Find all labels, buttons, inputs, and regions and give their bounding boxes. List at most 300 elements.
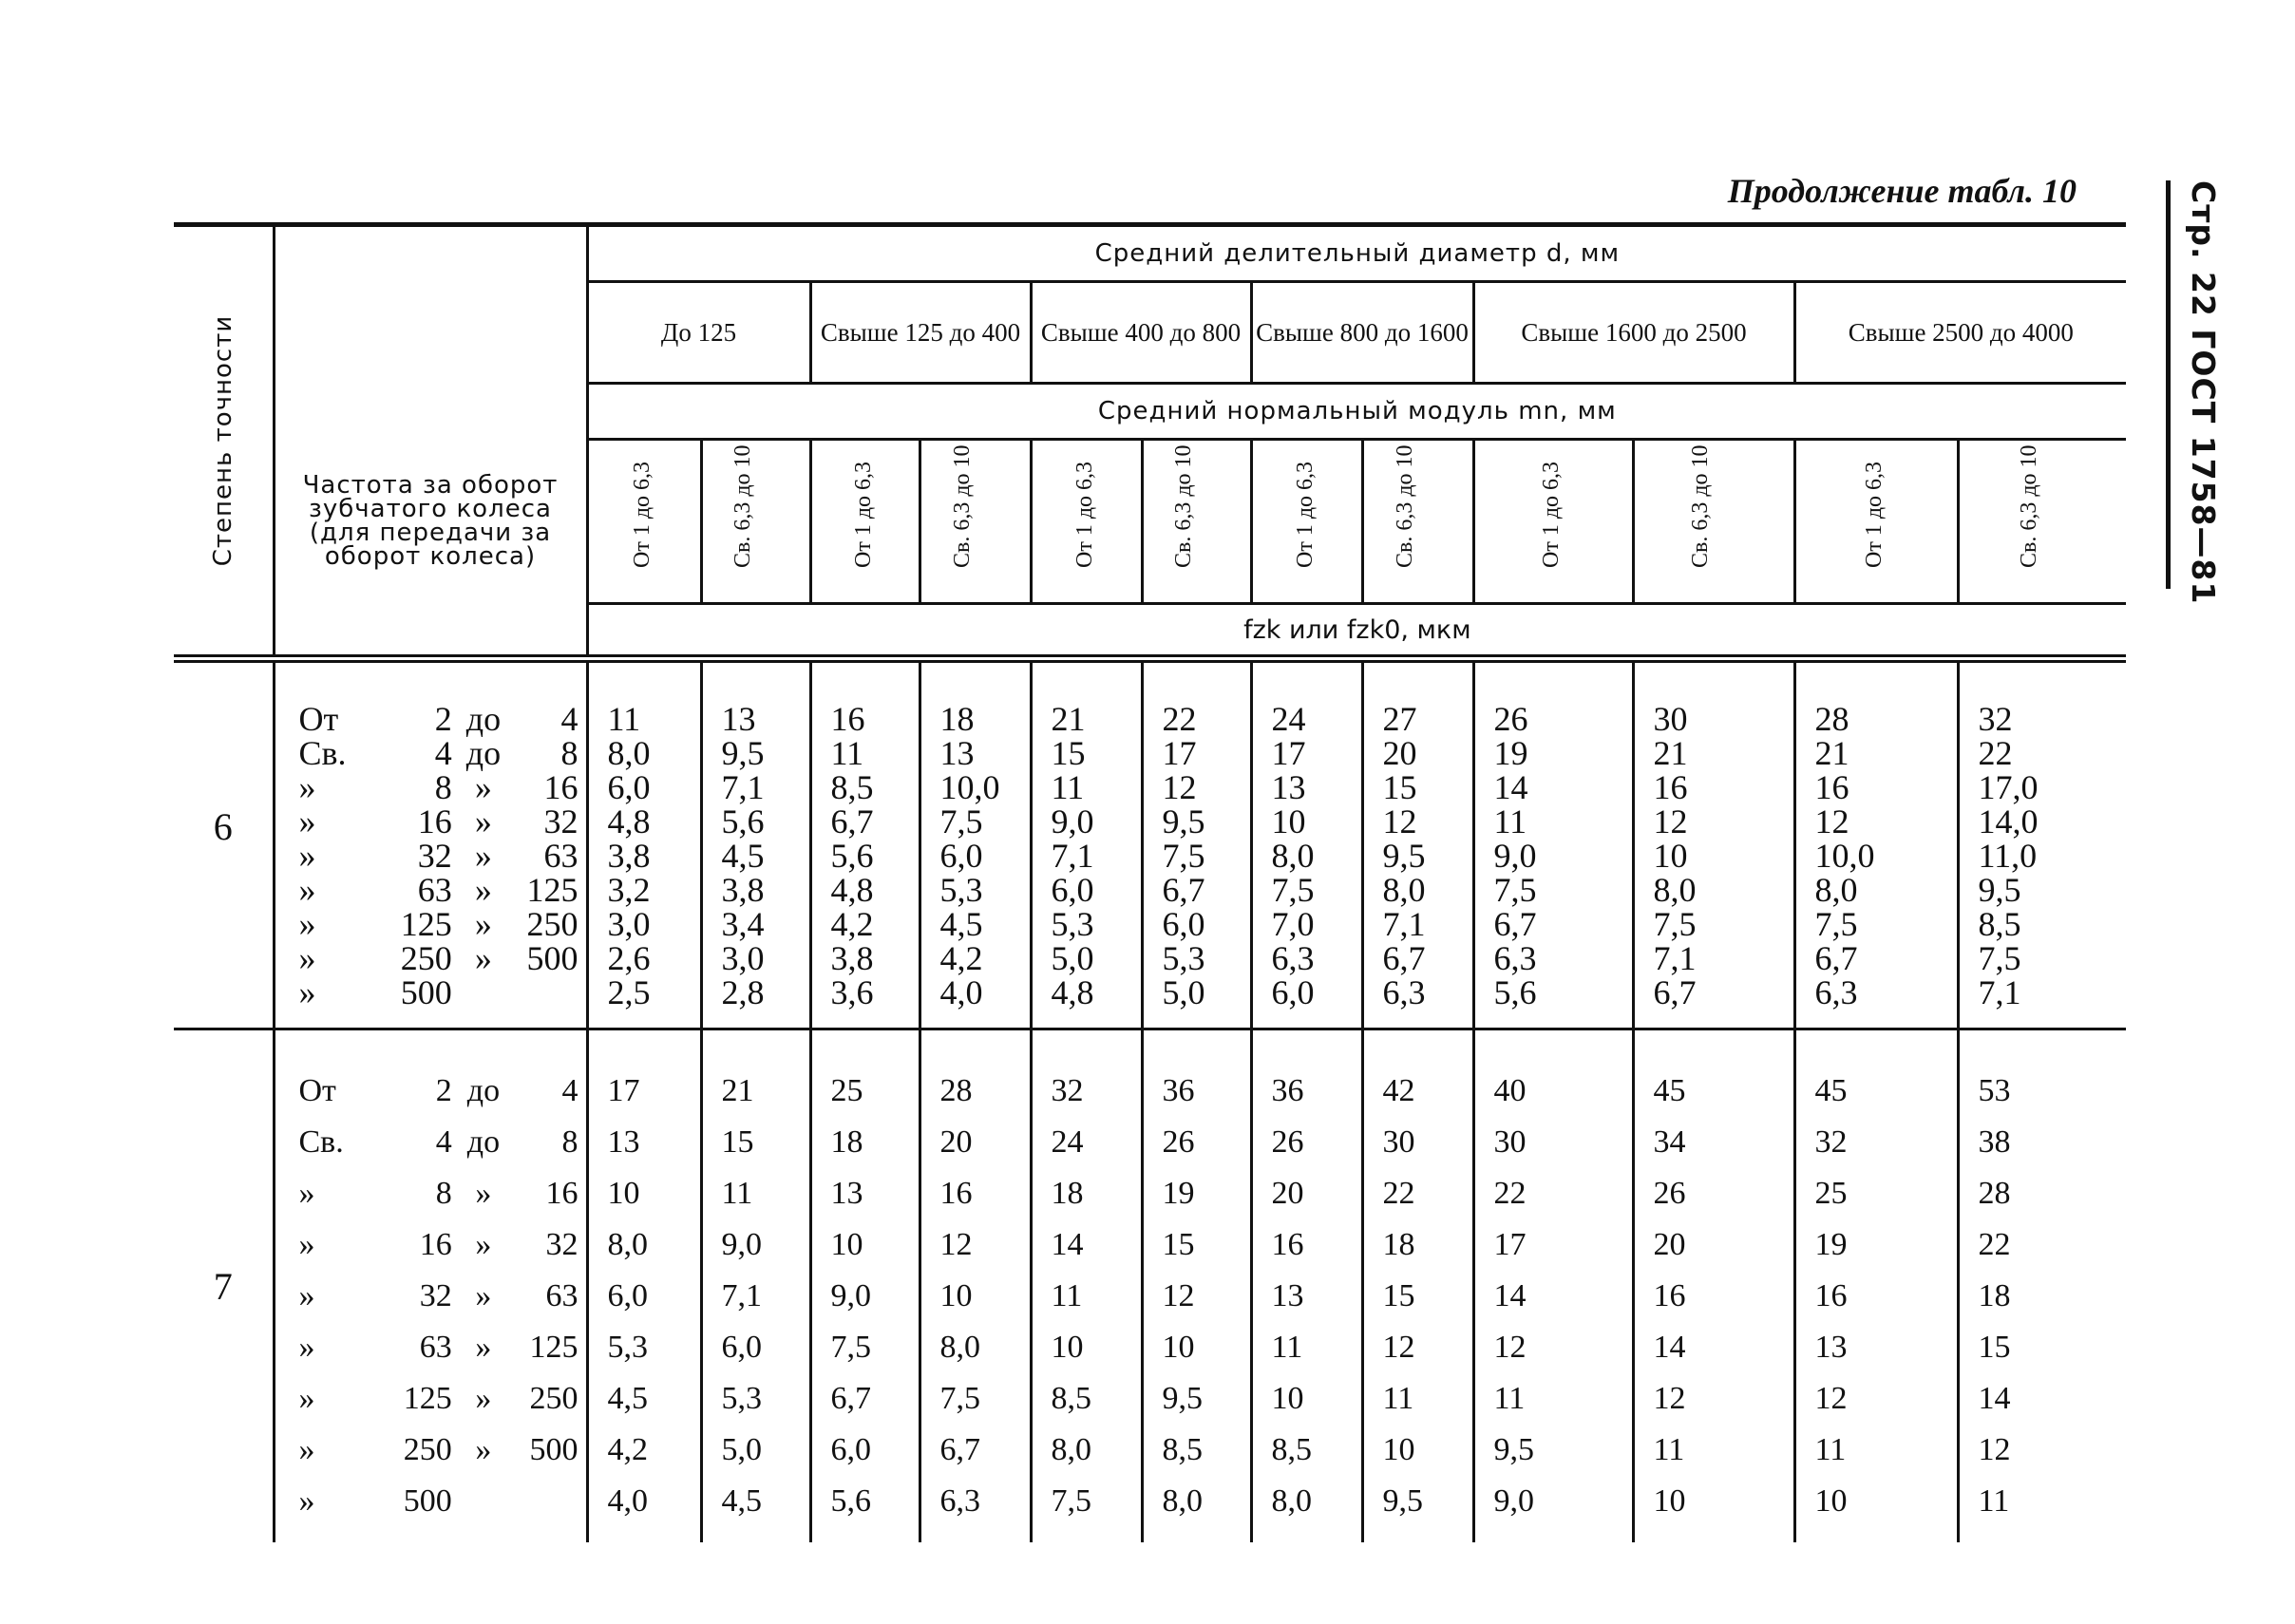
- value-cell: 12: [1653, 1381, 1686, 1417]
- value-cell: 3,0: [721, 939, 765, 977]
- value-cell: 3,8: [830, 939, 874, 977]
- frequency-part: »: [298, 837, 316, 875]
- value-cell: 10: [939, 1278, 973, 1314]
- frequency-part: »: [475, 1176, 492, 1212]
- value-column: [920, 1029, 1031, 1542]
- value-cell: 12: [1162, 1278, 1195, 1314]
- value-cell: 9,0: [1493, 837, 1537, 875]
- module-range-cell: [1362, 440, 1473, 604]
- value-cell: 12: [1814, 803, 1849, 840]
- value-cell: 11: [1653, 1432, 1685, 1468]
- frequency-row: [275, 1219, 586, 1271]
- value-cell: 4,2: [939, 939, 983, 977]
- value-cell: 13: [1271, 1278, 1304, 1314]
- value-cell: 11: [1814, 1432, 1847, 1468]
- value-cell: 5,3: [721, 1381, 762, 1417]
- frequency-list: [274, 659, 587, 1029]
- value-column: [1031, 659, 1142, 1029]
- module-range-label: Св. 6,3 до 10: [2017, 444, 2042, 568]
- value-cell: 25: [830, 1073, 863, 1109]
- value-cell: 32: [1051, 1073, 1084, 1109]
- frequency-row: [275, 770, 586, 804]
- value-cell: 16: [1653, 768, 1688, 806]
- value-cell: 7,5: [1493, 871, 1537, 909]
- value-cell: 5,3: [607, 1330, 648, 1366]
- value-cell: 8,0: [1382, 871, 1426, 909]
- value-cell: 7,5: [1653, 905, 1697, 943]
- frequency-part: до: [466, 1073, 501, 1109]
- value-column: [1142, 659, 1251, 1029]
- frequency-part: »: [474, 939, 492, 977]
- frequency-part: 63: [417, 871, 452, 909]
- frequency-part: 16: [417, 803, 452, 840]
- frequency-row: [275, 1271, 586, 1322]
- value-cell: 8,0: [1271, 1483, 1312, 1520]
- value-cell: 6,0: [830, 1432, 871, 1468]
- value-cell: 4,2: [607, 1432, 648, 1468]
- value-cell: 26: [1271, 1124, 1304, 1161]
- value-column: [1958, 659, 2126, 1029]
- value-cell: 6,0: [939, 837, 983, 875]
- frequency-part: 16: [419, 1227, 452, 1263]
- value-cell: 15: [1051, 734, 1086, 772]
- diameter-range-2: Свыше 125 до 400: [810, 282, 1031, 384]
- value-cell: 28: [939, 1073, 973, 1109]
- value-cell: 6,0: [721, 1330, 762, 1366]
- value-cell: 4,5: [939, 905, 983, 943]
- module-range-cell: [587, 440, 701, 604]
- value-cell: 53: [1978, 1073, 2011, 1109]
- frequency-row: [275, 736, 586, 770]
- value-cell: 13: [939, 734, 975, 772]
- value-cell: 13: [1271, 768, 1306, 806]
- value-cell: 4,8: [1051, 973, 1094, 1011]
- value-cell: 28: [1978, 1176, 2011, 1212]
- frequency-row: [275, 1373, 586, 1425]
- module-range-cell: [701, 440, 810, 604]
- frequency-part: 32: [417, 837, 452, 875]
- value-cell: 30: [1382, 1124, 1415, 1161]
- frequency-part: 500: [529, 1432, 578, 1468]
- value-cell: 14: [1493, 1278, 1527, 1314]
- frequency-part: 32: [543, 803, 578, 840]
- frequency-part: Св.: [298, 1124, 344, 1161]
- frequency-part: »: [298, 1432, 315, 1468]
- continuation-label: Продолжение табл. 10: [1727, 172, 2077, 210]
- value-cell: 11: [1051, 768, 1085, 806]
- frequency-part: »: [298, 1176, 315, 1212]
- frequency-row: [275, 1476, 586, 1527]
- value-cell: 9,5: [1382, 837, 1426, 875]
- value-column: [1473, 1029, 1633, 1542]
- frequency-list: [274, 1029, 587, 1542]
- value-column: [1362, 1029, 1473, 1542]
- module-range-label: От 1 до 6,3: [850, 461, 876, 568]
- value-cell: 6,7: [1382, 939, 1426, 977]
- value-cell: 10: [1653, 837, 1688, 875]
- value-cell: 16: [1653, 1278, 1686, 1314]
- value-cell: 6,7: [1493, 905, 1537, 943]
- value-cell: 8,0: [1653, 871, 1697, 909]
- value-cell: 11: [607, 700, 641, 738]
- grade-header-text: Степень точности: [208, 314, 237, 567]
- value-cell: 22: [1493, 1176, 1527, 1212]
- value-cell: 13: [830, 1176, 863, 1212]
- value-cell: 8,0: [1162, 1483, 1203, 1520]
- value-cell: 8,5: [1978, 905, 2021, 943]
- value-column: [810, 659, 920, 1029]
- value-cell: 21: [1653, 734, 1688, 772]
- frequency-part: »: [298, 803, 316, 840]
- value-cell: 4,8: [830, 871, 874, 909]
- frequency-part: 250: [403, 1432, 452, 1468]
- value-cell: 3,8: [721, 871, 765, 909]
- value-cell: 4,5: [721, 1483, 762, 1520]
- module-range-label: Св. 6,3 до 10: [1688, 444, 1713, 568]
- frequency-part: Св.: [298, 734, 347, 772]
- value-cell: 10,0: [939, 768, 1000, 806]
- value-cell: 7,1: [1382, 905, 1426, 943]
- value-cell: 10: [1162, 1330, 1195, 1366]
- value-cell: 17: [1271, 734, 1306, 772]
- section-grade-6: [174, 659, 2126, 1029]
- value-cell: 18: [830, 1124, 863, 1161]
- value-cell: 10: [1051, 1330, 1084, 1366]
- value-cell: 5,3: [939, 871, 983, 909]
- frequency-part: »: [475, 1381, 492, 1417]
- frequency-part: 500: [400, 973, 452, 1011]
- value-cell: 6,7: [939, 1432, 980, 1468]
- value-cell: 8,5: [830, 768, 874, 806]
- value-cell: 6,3: [1814, 973, 1858, 1011]
- frequency-part: »: [474, 803, 492, 840]
- value-cell: 15: [1382, 1278, 1415, 1314]
- value-cell: 10: [1814, 1483, 1848, 1520]
- frequency-header-text: Частота за оборот зубчатого колеса (для передачи за оборот колеса): [302, 471, 559, 571]
- value-cell: 3,6: [830, 973, 874, 1011]
- frequency-part: 63: [545, 1278, 578, 1314]
- value-cell: 21: [1051, 700, 1086, 738]
- frequency-part: 4: [434, 734, 452, 772]
- value-cell: 5,6: [830, 837, 874, 875]
- value-cell: 11: [1978, 1483, 2010, 1520]
- frequency-part: »: [474, 768, 492, 806]
- value-cell: 5,0: [1162, 973, 1205, 1011]
- frequency-part: до: [465, 700, 502, 738]
- value-cell: 4,5: [721, 837, 765, 875]
- value-cell: 6,3: [1271, 939, 1315, 977]
- frequency-row: [275, 975, 586, 1010]
- value-cell: 6,7: [1653, 973, 1697, 1011]
- value-cell: 20: [1382, 734, 1417, 772]
- value-cell: 26: [1653, 1176, 1686, 1212]
- module-range-cell: [920, 440, 1031, 604]
- frequency-part: до: [466, 1124, 501, 1161]
- value-cell: 4,8: [607, 803, 651, 840]
- diameter-range-1: До 125: [587, 282, 810, 384]
- value-cell: 8,5: [1162, 1432, 1203, 1468]
- frequency-part: 16: [545, 1176, 578, 1212]
- frequency-part: »: [298, 1227, 315, 1263]
- frequency-part: »: [298, 905, 316, 943]
- value-cell: 5,6: [721, 803, 765, 840]
- value-cell: 7,5: [1162, 837, 1205, 875]
- frequency-part: [452, 975, 515, 1010]
- value-cell: 34: [1653, 1124, 1686, 1161]
- frequency-part: 63: [419, 1330, 452, 1366]
- value-cell: 21: [1814, 734, 1849, 772]
- frequency-part: 125: [526, 871, 578, 909]
- value-cell: 6,3: [1382, 973, 1426, 1011]
- value-cell: 3,0: [607, 905, 651, 943]
- value-cell: 7,5: [939, 1381, 980, 1417]
- value-column: [1633, 1029, 1794, 1542]
- value-cell: 15: [1978, 1330, 2011, 1366]
- value-cell: 26: [1493, 700, 1528, 738]
- value-cell: 22: [1978, 1227, 2011, 1263]
- diameter-range-6: Свыше 2500 до 4000: [1794, 282, 2126, 384]
- value-cell: 10: [1271, 803, 1306, 840]
- frequency-part: 63: [543, 837, 578, 875]
- value-cell: 16: [1814, 768, 1849, 806]
- frequency-part: »: [298, 939, 316, 977]
- value-cell: 15: [721, 1124, 754, 1161]
- value-cell: 10: [607, 1176, 640, 1212]
- value-cell: 6,0: [1271, 973, 1315, 1011]
- value-cell: 11: [1493, 803, 1527, 840]
- value-cell: 4,0: [607, 1483, 648, 1520]
- value-cell: 8,0: [607, 734, 651, 772]
- value-cell: 18: [1051, 1176, 1084, 1212]
- value-cell: 32: [1814, 1124, 1848, 1161]
- frequency-part: От: [298, 700, 339, 738]
- frequency-row: [275, 1168, 586, 1219]
- value-cell: 9,5: [721, 734, 765, 772]
- frequency-part: 8: [434, 768, 452, 806]
- frequency-row: [275, 1117, 586, 1168]
- frequency-part: 4: [560, 700, 578, 738]
- tolerance-table: [174, 222, 2126, 1542]
- value-cell: 9,0: [1051, 803, 1094, 840]
- side-header: [2166, 180, 2237, 605]
- value-cell: 13: [1814, 1330, 1848, 1366]
- value-cell: 18: [939, 700, 975, 738]
- frequency-row: [275, 941, 586, 975]
- value-cell: 10: [1382, 1432, 1415, 1468]
- value-cell: 5,3: [1051, 905, 1094, 943]
- value-cell: 13: [607, 1124, 640, 1161]
- module-range-label: От 1 до 6,3: [1862, 461, 1887, 568]
- frequency-part: до: [465, 734, 502, 772]
- value-cell: 13: [721, 700, 756, 738]
- value-column: [810, 1029, 920, 1542]
- frequency-header: [274, 225, 587, 659]
- frequency-part: »: [298, 871, 316, 909]
- frequency-row: [275, 702, 586, 736]
- value-cell: 5,6: [830, 1483, 871, 1520]
- value-cell: 7,5: [1814, 905, 1858, 943]
- value-column: [701, 659, 810, 1029]
- value-cell: 7,1: [1653, 939, 1697, 977]
- value-cell: 7,5: [1271, 871, 1315, 909]
- value-cell: 24: [1051, 1124, 1084, 1161]
- section-grade-7: [174, 1029, 2126, 1542]
- value-cell: 7,5: [1051, 1483, 1091, 1520]
- frequency-row: [275, 873, 586, 907]
- module-range-cell: [1031, 440, 1142, 604]
- value-cell: 7,5: [830, 1330, 871, 1366]
- value-cell: 4,0: [939, 973, 983, 1011]
- module-range-label: Св. 6,3 до 10: [949, 444, 975, 568]
- value-cell: 15: [1382, 768, 1417, 806]
- value-cell: 36: [1271, 1073, 1304, 1109]
- frequency-part: »: [298, 1330, 315, 1366]
- frequency-part: »: [474, 905, 492, 943]
- value-cell: 6,0: [607, 768, 651, 806]
- value-cell: 8,0: [1051, 1432, 1091, 1468]
- value-cell: 7,1: [1051, 837, 1094, 875]
- value-cell: 3,4: [721, 905, 765, 943]
- value-cell: 21: [721, 1073, 754, 1109]
- value-cell: 14: [1493, 768, 1528, 806]
- value-cell: 12: [939, 1227, 973, 1263]
- module-range-label: Св. 6,3 до 10: [730, 444, 755, 568]
- value-cell: 19: [1162, 1176, 1195, 1212]
- value-cell: 20: [1653, 1227, 1686, 1263]
- frequency-row: [275, 839, 586, 873]
- frequency-part: 250: [400, 939, 452, 977]
- value-cell: 12: [1382, 1330, 1415, 1366]
- module-range-label: От 1 до 6,3: [1292, 461, 1318, 568]
- value-cell: 14: [1051, 1227, 1084, 1263]
- value-cell: 4,5: [607, 1381, 648, 1417]
- value-cell: 7,0: [1271, 905, 1315, 943]
- value-cell: 16: [1814, 1278, 1848, 1314]
- value-column: [587, 1029, 701, 1542]
- module-range-label: От 1 до 6,3: [1072, 461, 1097, 568]
- value-cell: 5,0: [1051, 939, 1094, 977]
- value-cell: 45: [1653, 1073, 1686, 1109]
- value-cell: 18: [1978, 1278, 2011, 1314]
- value-column: [1794, 659, 1958, 1029]
- module-range-cell: [1633, 440, 1794, 604]
- value-cell: 8,0: [1271, 837, 1315, 875]
- value-cell: 17,0: [1978, 768, 2039, 806]
- value-cell: 6,0: [1162, 905, 1205, 943]
- value-cell: 2,5: [607, 973, 651, 1011]
- frequency-part: 8: [560, 734, 578, 772]
- frequency-part: [515, 1476, 585, 1527]
- value-cell: 10: [1653, 1483, 1686, 1520]
- value-cell: 12: [1814, 1381, 1848, 1417]
- value-cell: 19: [1493, 734, 1528, 772]
- value-column: [1142, 1029, 1251, 1542]
- value-cell: 11: [1493, 1381, 1526, 1417]
- value-cell: 14: [1653, 1330, 1686, 1366]
- frequency-part: »: [298, 973, 316, 1011]
- side-header-text: Стр. 22 ГОСТ 1758—81: [2185, 180, 2222, 605]
- value-column: [1251, 659, 1362, 1029]
- value-cell: 5,3: [1162, 939, 1205, 977]
- frequency-part: 4: [561, 1073, 578, 1109]
- frequency-part: 4: [435, 1124, 452, 1161]
- value-cell: 8,0: [939, 1330, 980, 1366]
- value-cell: 10,0: [1814, 837, 1875, 875]
- value-cell: 27: [1382, 700, 1417, 738]
- value-cell: 19: [1814, 1227, 1848, 1263]
- value-cell: 10: [1271, 1381, 1304, 1417]
- value-cell: 3,2: [607, 871, 651, 909]
- value-cell: 12: [1382, 803, 1417, 840]
- value-cell: 11: [1051, 1278, 1083, 1314]
- frequency-part: 500: [403, 1483, 452, 1520]
- module-header: Средний нормальный модуль mn, мм: [587, 384, 2126, 440]
- value-cell: 17: [1162, 734, 1197, 772]
- value-cell: 9,5: [1162, 803, 1205, 840]
- value-cell: 6,7: [1814, 939, 1858, 977]
- value-cell: 40: [1493, 1073, 1527, 1109]
- value-cell: 6,7: [1162, 871, 1205, 909]
- grade-cell: 7: [213, 1264, 233, 1308]
- value-cell: 5,6: [1493, 973, 1537, 1011]
- frequency-part: 32: [545, 1227, 578, 1263]
- value-cell: 25: [1814, 1176, 1848, 1212]
- value-cell: 36: [1162, 1073, 1195, 1109]
- frequency-part: 8: [561, 1124, 578, 1161]
- value-cell: 11: [721, 1176, 753, 1212]
- value-cell: 6,7: [830, 1381, 871, 1417]
- value-cell: 38: [1978, 1124, 2011, 1161]
- value-cell: 24: [1271, 700, 1306, 738]
- frequency-part: »: [298, 1278, 315, 1314]
- frequency-part: [515, 975, 585, 1010]
- value-cell: 9,5: [1162, 1381, 1203, 1417]
- value-cell: 20: [1271, 1176, 1304, 1212]
- frequency-row: [275, 1322, 586, 1373]
- value-cell: 42: [1382, 1073, 1415, 1109]
- value-cell: 8,0: [607, 1227, 648, 1263]
- value-cell: 9,0: [830, 1278, 871, 1314]
- value-cell: 12: [1653, 803, 1688, 840]
- frequency-part: 125: [403, 1381, 452, 1417]
- value-column: [1251, 1029, 1362, 1542]
- value-cell: 11: [1271, 1330, 1303, 1366]
- frequency-part: 125: [400, 905, 452, 943]
- frequency-row: [275, 1066, 586, 1117]
- value-cell: 5,0: [721, 1432, 762, 1468]
- value-cell: 12: [1162, 768, 1197, 806]
- module-range-cell: [1473, 440, 1633, 604]
- value-cell: 11: [830, 734, 864, 772]
- value-cell: 2,6: [607, 939, 651, 977]
- value-cell: 7,5: [939, 803, 983, 840]
- value-cell: 4,2: [830, 905, 874, 943]
- value-cell: 9,5: [1493, 1432, 1534, 1468]
- module-range-cell: [1958, 440, 2126, 604]
- value-cell: 30: [1653, 700, 1688, 738]
- value-cell: 14: [1978, 1381, 2011, 1417]
- diameter-range-5: Свыше 1600 до 2500: [1473, 282, 1794, 384]
- value-cell: 15: [1162, 1227, 1195, 1263]
- value-cell: 18: [1382, 1227, 1415, 1263]
- value-cell: 12: [1493, 1330, 1527, 1366]
- value-cell: 45: [1814, 1073, 1848, 1109]
- module-range-cell: [1142, 440, 1251, 604]
- module-range-cell: [1794, 440, 1958, 604]
- grade-header: [174, 225, 274, 659]
- frequency-part: »: [474, 837, 492, 875]
- value-cell: 26: [1162, 1124, 1195, 1161]
